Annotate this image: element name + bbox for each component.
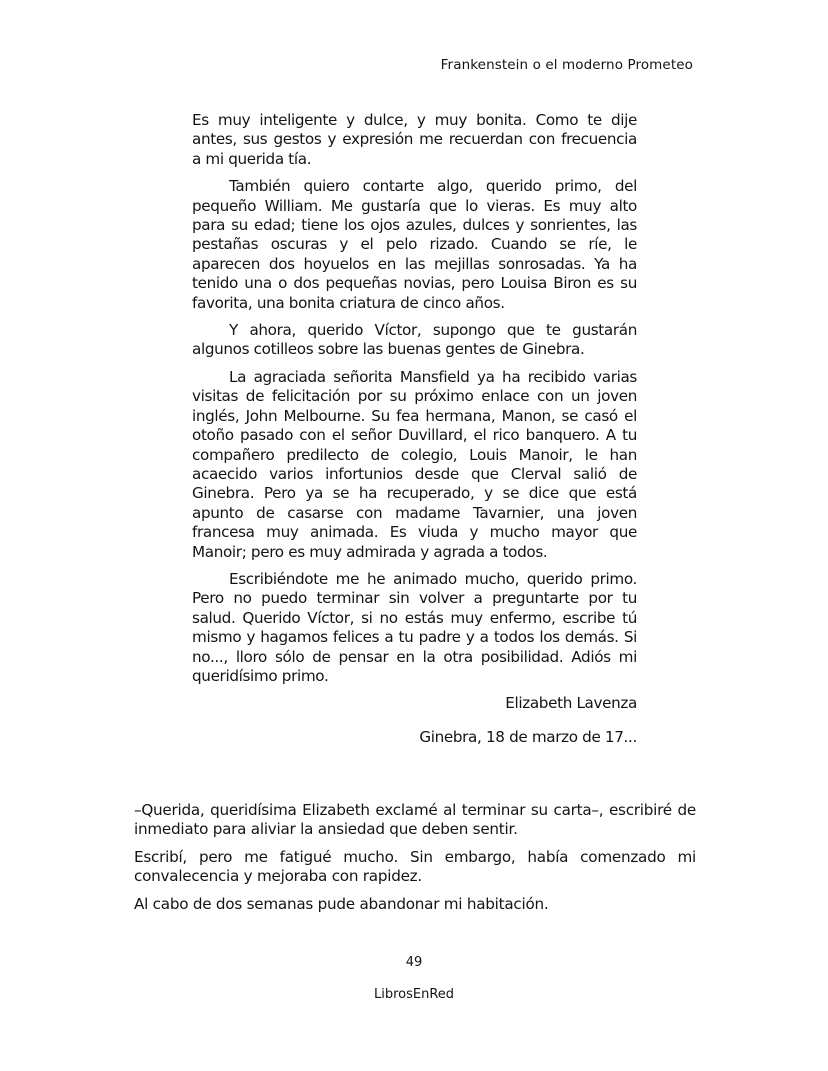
letter-paragraph: Y ahora, querido Víctor, supongo que te gustarán algunos cotilleos sobre las buenas gentes de Ginebra. — [192, 321, 637, 359]
letter-signature: Elizabeth Lavenza — [505, 694, 637, 713]
letter-paragraph: También quiero contarte algo, querido primo, del pequeño William. Me gustaría que lo vieras. Es muy alto para su edad; tiene los ojos azules, dulces y sonrientes, las pestañas oscuras y el pelo rizado. Cuando se ríe, le aparecen dos hoyuelos en las mejillas sonrosadas. Ya ha tenido una o dos pequeñas novias, pero Louisa Biron es su favorita, una bonita criatura de cinco años. — [192, 177, 637, 312]
letter-paragraph: Escribiéndote me he animado mucho, querido primo. Pero no puedo terminar sin volver a preguntarte por tu salud. Querido Víctor, si no estás muy enfermo, escribe tú mismo y hagamos felices a tu padre y a todos los demás. Si no..., lloro sólo de pensar en la otra posibilidad. Adiós mi queridísimo primo. — [192, 569, 637, 685]
publisher-footer: LibrosEnRed — [373, 987, 455, 1002]
letter-body — [192, 111, 637, 747]
narrative-body — [134, 801, 696, 922]
page-number: 49 — [405, 955, 423, 970]
narrative-paragraph: Escribí, pero me fatigué mucho. Sin embargo, había comenzado mi convalecencia y mejoraba con rapidez. — [134, 847, 696, 886]
letter-paragraph: Es muy inteligente y dulce, y muy bonita. Como te dije antes, sus gestos y expresión me recuerdan con frecuencia a mi querida tía. — [192, 111, 637, 168]
letter-date: Ginebra, 18 de marzo de 17... — [419, 727, 637, 746]
narrative-paragraph: –Querida, queridísima Elizabeth exclamé al terminar su carta–, escribiré de inmediato para aliviar la ansiedad que deben sentir. — [134, 801, 696, 839]
narrative-paragraph: Al cabo de dos semanas pude abandonar mi habitación. — [134, 894, 549, 913]
letter-paragraph: La agraciada señorita Mansfield ya ha recibido varias visitas de felicitación por su próximo enlace con un joven inglés, John Melbourne. Su fea hermana, Manon, se casó el otoño pasado con el señor Duvillard, el rico banquero. A tu compañero predilecto de colegio, Louis Manoir, le han acaecido varios infortunios desde que Clerval salió de Ginebra. Pero ya se ha recuperado, y se dice que está apunto de casarse con madame Tavarnier, una joven francesa muy animada. Es viuda y mucho mayor que Manoir; pero es muy admirada y agrada a todos. — [192, 367, 637, 561]
running-header: Frankenstein o el moderno Prometeo — [440, 57, 693, 73]
